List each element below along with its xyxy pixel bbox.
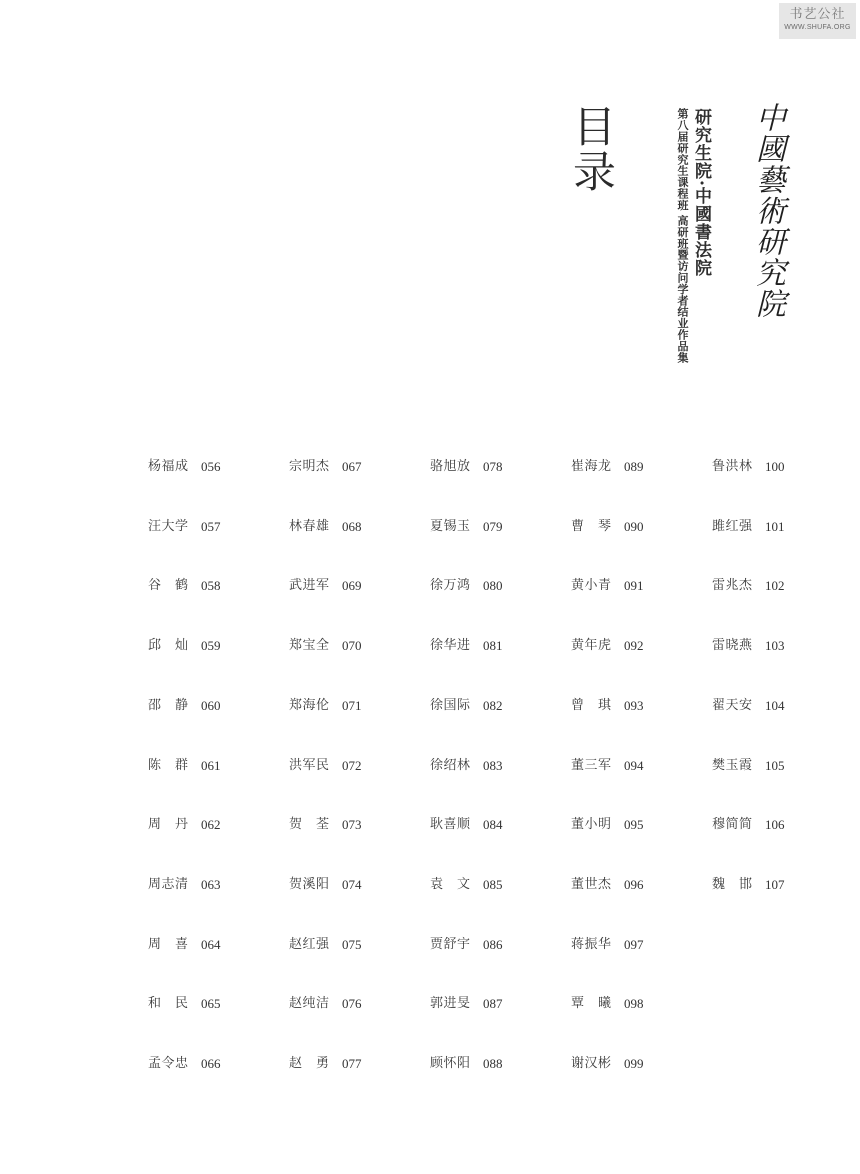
page-number: 068 <box>342 519 362 534</box>
author-name: 曾琪 <box>571 698 611 713</box>
author-name: 孟令忠 <box>148 1056 188 1071</box>
page-number: 097 <box>624 937 644 952</box>
page-number: 062 <box>201 817 221 832</box>
page-number: 092 <box>624 638 644 653</box>
author-name: 雎红强 <box>712 519 752 534</box>
watermark-logo-text: 书艺公社 <box>789 7 846 22</box>
page-number: 080 <box>483 578 503 593</box>
page-number: 101 <box>765 519 785 534</box>
page-number: 057 <box>201 519 221 534</box>
page-number: 056 <box>201 459 221 474</box>
author-name: 徐万鸿 <box>430 578 470 593</box>
author-name: 顾怀阳 <box>430 1056 470 1071</box>
author-name: 袁文 <box>430 877 470 892</box>
author-name: 赵勇 <box>289 1056 329 1071</box>
author-name: 武进军 <box>289 578 329 593</box>
page-number: 078 <box>483 459 503 474</box>
page-number: 073 <box>342 817 362 832</box>
author-name: 蒋振华 <box>571 937 611 952</box>
author-name: 夏锡玉 <box>430 519 470 534</box>
page-number: 081 <box>483 638 503 653</box>
page-number: 059 <box>201 638 221 653</box>
page-number: 083 <box>483 758 503 773</box>
author-name: 汪大学 <box>148 519 188 534</box>
author-name: 董小明 <box>571 817 611 832</box>
author-name: 和民 <box>148 996 188 1011</box>
page-number: 058 <box>201 578 221 593</box>
page-number: 069 <box>342 578 362 593</box>
author-name: 郑宝全 <box>289 638 329 653</box>
author-name: 魏邯 <box>712 877 752 892</box>
page-number: 094 <box>624 758 644 773</box>
page-number: 076 <box>342 996 362 1011</box>
author-name: 谷鹤 <box>148 578 188 593</box>
author-name: 黄年虎 <box>571 638 611 653</box>
page-number: 107 <box>765 877 785 892</box>
page-number: 105 <box>765 758 785 773</box>
page-number: 089 <box>624 459 644 474</box>
author-name: 周喜 <box>148 937 188 952</box>
author-name: 雷兆杰 <box>712 578 752 593</box>
author-name: 耿喜顺 <box>430 817 470 832</box>
page-number: 084 <box>483 817 503 832</box>
page-number: 072 <box>342 758 362 773</box>
author-name: 郑海伦 <box>289 698 329 713</box>
institution-calligraphy: 中國藝術研究院 <box>750 102 785 319</box>
page-number: 090 <box>624 519 644 534</box>
page-number: 061 <box>201 758 221 773</box>
page-number: 060 <box>201 698 221 713</box>
page-number: 102 <box>765 578 785 593</box>
page-number: 095 <box>624 817 644 832</box>
watermark-url: WWW.SHUFA.ORG <box>784 24 851 31</box>
page-number: 087 <box>483 996 503 1011</box>
author-name: 黄小青 <box>571 578 611 593</box>
author-name: 徐华进 <box>430 638 470 653</box>
author-name: 郭进旻 <box>430 996 470 1011</box>
author-name: 赵纯洁 <box>289 996 329 1011</box>
page-number: 067 <box>342 459 362 474</box>
author-name: 覃曦 <box>571 996 611 1011</box>
author-name: 贾舒宇 <box>430 937 470 952</box>
author-name: 林春雄 <box>289 519 329 534</box>
author-name: 骆旭放 <box>430 459 470 474</box>
author-name: 邵静 <box>148 698 188 713</box>
author-name: 穆简简 <box>712 817 752 832</box>
institution-title: 研究生院·中國書法院 <box>691 108 711 277</box>
author-name: 董三军 <box>571 758 611 773</box>
page-number: 064 <box>201 937 221 952</box>
author-name: 翟天安 <box>712 698 752 713</box>
page-number: 086 <box>483 937 503 952</box>
author-name: 董世杰 <box>571 877 611 892</box>
author-name: 曹琴 <box>571 519 611 534</box>
author-name: 鲁洪林 <box>712 459 752 474</box>
page-number: 093 <box>624 698 644 713</box>
page-number: 106 <box>765 817 785 832</box>
page-number: 063 <box>201 877 221 892</box>
author-name: 雷晓燕 <box>712 638 752 653</box>
page-number: 091 <box>624 578 644 593</box>
author-name: 周丹 <box>148 817 188 832</box>
page-number: 077 <box>342 1056 362 1071</box>
toc-title: 目录 <box>566 104 616 194</box>
page-number: 085 <box>483 877 503 892</box>
author-name: 崔海龙 <box>571 459 611 474</box>
author-name: 洪军民 <box>289 758 329 773</box>
page-number: 104 <box>765 698 785 713</box>
author-name: 宗明杰 <box>289 459 329 474</box>
author-name: 谢汉彬 <box>571 1056 611 1071</box>
page-number: 103 <box>765 638 785 653</box>
page-number: 088 <box>483 1056 503 1071</box>
page-number: 098 <box>624 996 644 1011</box>
page-number: 099 <box>624 1056 644 1071</box>
author-name: 徐绍林 <box>430 758 470 773</box>
author-name: 邱灿 <box>148 638 188 653</box>
author-name: 杨福成 <box>148 459 188 474</box>
author-name: 樊玉霞 <box>712 758 752 773</box>
page-number: 075 <box>342 937 362 952</box>
watermark-logo <box>779 3 856 39</box>
author-name: 赵红强 <box>289 937 329 952</box>
collection-subtitle: 第八届研究生课程班 高研班暨访问学者结业作品集 <box>676 108 689 364</box>
page-number: 079 <box>483 519 503 534</box>
page-number: 066 <box>201 1056 221 1071</box>
page-number: 071 <box>342 698 362 713</box>
page-number: 100 <box>765 459 785 474</box>
author-name: 贺荃 <box>289 817 329 832</box>
page-number: 074 <box>342 877 362 892</box>
page-number: 096 <box>624 877 644 892</box>
author-name: 周志清 <box>148 877 188 892</box>
page-number: 070 <box>342 638 362 653</box>
author-name: 贺溪阳 <box>289 877 329 892</box>
page-number: 065 <box>201 996 221 1011</box>
author-name: 陈群 <box>148 758 188 773</box>
page-number: 082 <box>483 698 503 713</box>
author-name: 徐国际 <box>430 698 470 713</box>
